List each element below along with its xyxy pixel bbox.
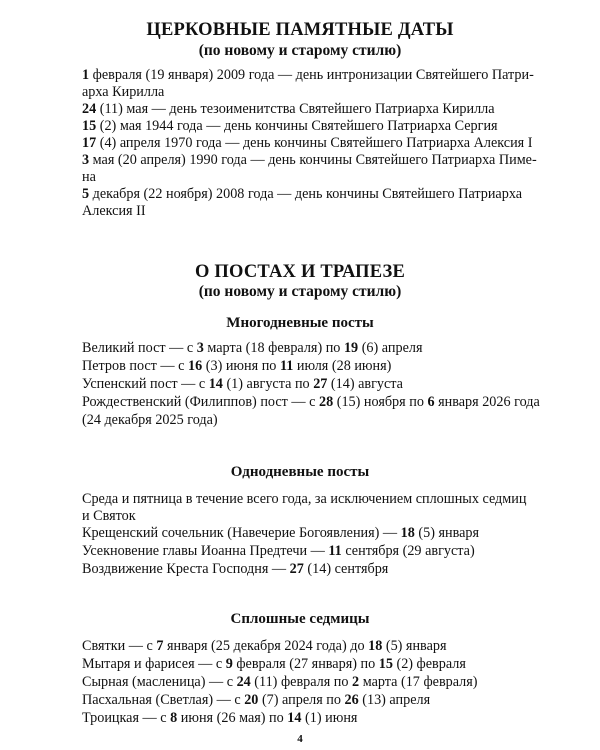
one-day-fast-entry: Воздвижение Креста Господня — 27 (14) сентября	[82, 561, 389, 577]
church-date-entry: 24 (11) мая — день тезоименитства Святейшего Патриарха Кирилла	[82, 101, 495, 117]
one-day-fast-entry: Крещенский сочельник (Навечерие Богоявления) — 18 (5) января	[82, 525, 480, 541]
subheading-one-day-fasts: Однодневные посты	[230, 464, 370, 480]
section-subtitle-church-dates: (по новому и старому стилю)	[198, 42, 402, 59]
fast-entry: Рождественский (Филиппов) пост — с 28 (15) ноября по 6 января 2026 года	[82, 394, 540, 410]
church-date-entry-continuation: Алексия II	[82, 203, 146, 219]
page-number: 4	[297, 733, 303, 745]
section-title-fasts: О ПОСТАХ И ТРАПЕЗЕ	[195, 262, 405, 282]
church-date-entry: 15 (2) мая 1944 года — день кончины Святейшего Патриарха Сергия	[82, 118, 498, 134]
fast-entry: Великий пост — с 3 марта (18 февраля) по 19 (6) апреля	[82, 340, 423, 356]
continuous-week-entry: Мытаря и фарисея — с 9 февраля (27 января) по 15 (2) февраля	[82, 656, 466, 672]
church-date-entry-continuation: на	[82, 169, 96, 185]
subheading-continuous-weeks: Сплошные седмицы	[230, 611, 370, 627]
continuous-week-entry: Пасхальная (Светлая) — с 20 (7) апреля по 26 (13) апреля	[82, 692, 431, 708]
section-title-church-dates: ЦЕРКОВНЫЕ ПАМЯТНЫЕ ДАТЫ	[146, 20, 454, 40]
church-date-entry: 17 (4) апреля 1970 года — день кончины Святейшего Патриарха Алексия I	[82, 135, 533, 151]
fast-entry: Петров пост — с 16 (3) июня по 11 июля (28 июня)	[82, 358, 392, 374]
one-day-intro: Среда и пятница в течение всего года, за исключением сплошных седмиц	[82, 491, 527, 507]
one-day-intro-continuation: и Святок	[82, 508, 136, 524]
church-date-entry: 3 мая (20 апреля) 1990 года — день кончины Святейшего Патриарха Пиме-	[82, 152, 537, 168]
fast-entry-continuation: (24 декабря 2025 года)	[82, 412, 218, 428]
continuous-week-entry: Сырная (масленица) — с 24 (11) февраля по 2 марта (17 февраля)	[82, 674, 478, 690]
fast-entry: Успенский пост — с 14 (1) августа по 27 (14) августа	[82, 376, 403, 392]
church-date-entry: 5 декабря (22 ноября) 2008 года — день кончины Святейшего Патриарха	[82, 186, 523, 202]
church-date-entry-continuation: арха Кирилла	[82, 84, 165, 100]
section-subtitle-fasts: (по новому и старому стилю)	[198, 283, 402, 300]
one-day-fast-entry: Усекновение главы Иоанна Предтечи — 11 сентября (29 августа)	[82, 543, 475, 559]
church-date-entry: 1 февраля (19 января) 2009 года — день интронизации Святейшего Патри-	[82, 67, 534, 83]
continuous-week-entry: Святки — с 7 января (25 декабря 2024 года) до 18 (5) января	[82, 638, 447, 654]
continuous-week-entry: Троицкая — с 8 июня (26 мая) по 14 (1) июня	[82, 710, 358, 726]
subheading-multi-day-fasts: Многодневные посты	[226, 315, 374, 331]
